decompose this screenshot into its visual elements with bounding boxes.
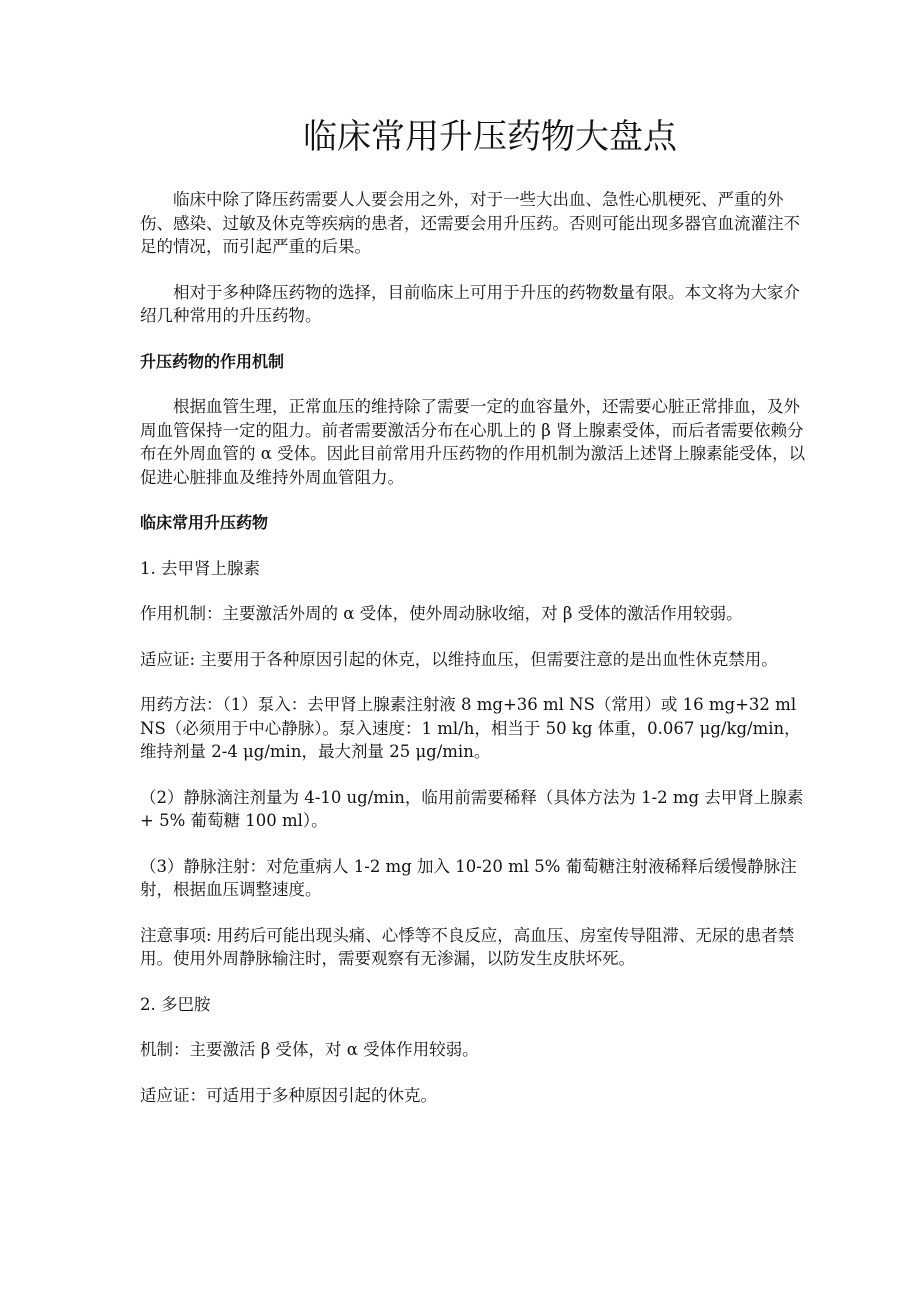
drug-1-mechanism: 作用机制：主要激活外周的 α 受体，使外周动脉收缩，对 β 受体的激活作用较弱。 xyxy=(140,604,743,623)
drug-1-usage-1: 用药方法：（1）泵入：去甲肾上腺素注射液 8 mg+36 ml NS（常用）或 16 mg+32 ml NS（必须用于中心静脉）。泵入速度：1 ml/h，相当于 50 kg 体重，0.067 μg/kg/min，维持剂量 2-4 μg/min，最大剂量 25 μg/min。 xyxy=(140,695,801,761)
drug-1-notes: 注意事项: 用药后可能出现头痛、心悸等不良反应，高血压、房室传导阻滞、无尿的患者禁用。使用外周静脉输注时，需要观察有无渗漏，以防发生皮肤坏死。 xyxy=(140,925,795,968)
drug-1-indication: 适应证: 主要用于各种原因引起的休克，以维持血压，但需要注意的是出血性休克禁用。 xyxy=(140,649,778,669)
drug-2-mechanism: 机制：主要激活 β 受体，对 α 受体作用较弱。 xyxy=(140,1040,479,1059)
drug-1-usage-2: （2）静脉滴注剂量为 4-10 ug/min，临用前需要稀释（具体方法为 1-2 mg 去甲肾上腺素 + 5% 葡萄糖 100 ml）。 xyxy=(140,787,804,830)
drug-1-name: 1. 去甲肾上腺素 xyxy=(140,558,260,578)
drug-2-name: 2. 多巴胺 xyxy=(140,994,211,1014)
intro-paragraph-1: 临床中除了降压药需要人人要会用之外，对于一些大出血、急性心肌梗死、严重的外伤、感染、过敏及休克等疾病的患者，还需要会用升压药。否则可能出现多器官血流灌注不足的情况，而引起严重的后果。 xyxy=(140,190,800,256)
drug-2-indication: 适应证：可适用于多种原因引起的休克。 xyxy=(140,1085,437,1105)
mechanism-paragraph: 根据血管生理，正常血压的维持除了需要一定的血容量外，还需要心脏正常排血，及外周血管保持一定的阻力。前者需要激活分布在心肌上的 β 肾上腺素受体，而后者需要依赖分布在外周血管的 α 受体。因此目前常用升压药物的作用机制为激活上述肾上腺素能受体，以促进心脏排血及维持外周血管阻力。 xyxy=(140,397,806,487)
section-heading-drugs: 临床常用升压药物 xyxy=(140,513,269,532)
intro-paragraph-2: 相对于多种降压药物的选择，目前临床上可用于升压的药物数量有限。本文将为大家介绍几种常用的升压药物。 xyxy=(140,282,800,325)
document-title: 临床常用升压药物大盘点 xyxy=(303,117,677,157)
drug-1-usage-3: （3）静脉注射：对危重病人 1-2 mg 加入 10-20 ml 5% 葡萄糖注射液稀释后缓慢静脉注射，根据血压调整速度。 xyxy=(140,856,797,899)
section-heading-mechanism: 升压药物的作用机制 xyxy=(140,351,285,371)
